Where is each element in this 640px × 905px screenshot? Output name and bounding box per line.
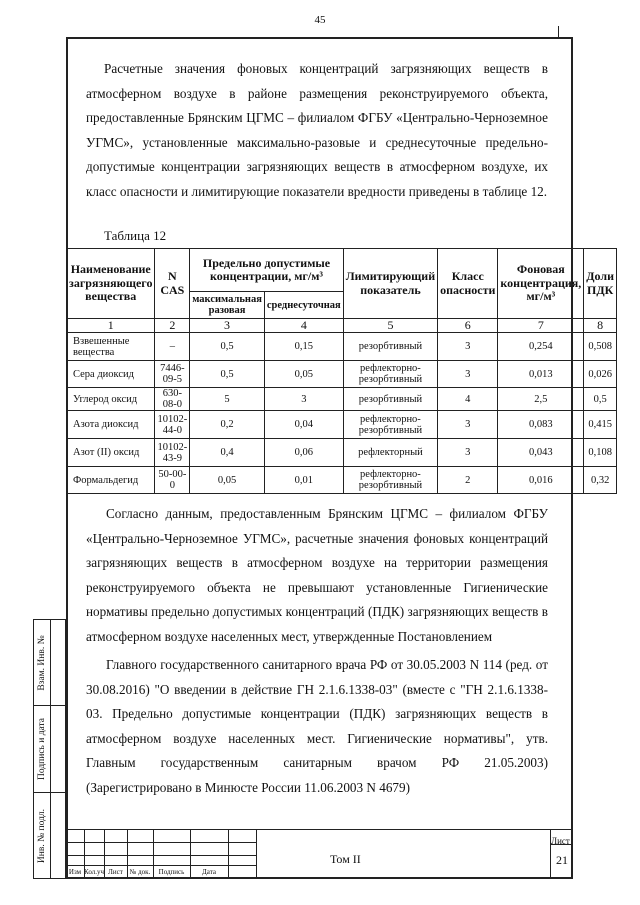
stamp-col-signature: Подпись <box>158 868 185 876</box>
side-stamp-column <box>33 619 66 879</box>
hazard-class: 3 <box>438 411 498 439</box>
limit-indicator: рефлекторно-резорбтивный <box>343 467 437 494</box>
pdk-share: 0,415 <box>584 411 617 439</box>
column-number: 7 <box>498 319 584 333</box>
cas-number: 50-00-0 <box>155 467 190 494</box>
stamp-col-izm: Изм <box>68 868 82 876</box>
substance-name: Азот (II) оксид <box>67 439 155 467</box>
pdk-max-value: 0,4 <box>190 439 265 467</box>
background-value: 0,013 <box>498 361 584 388</box>
hazard-class: 3 <box>438 361 498 388</box>
background-value: 0,254 <box>498 333 584 361</box>
pdk-share: 0,5 <box>584 388 617 411</box>
background-value: 0,083 <box>498 411 584 439</box>
header-cas: N CAS <box>155 249 190 319</box>
pdk-max-value: 0,5 <box>190 333 265 361</box>
pdk-share: 0,508 <box>584 333 617 361</box>
pdk-share: 0,108 <box>584 439 617 467</box>
frame-corner-mark <box>558 26 569 38</box>
substance-name: Сера диоксид <box>67 361 155 388</box>
stamp-col-kol: Кол.уч <box>84 868 104 876</box>
header-background: Фоновая концентрация, мг/м³ <box>498 249 584 319</box>
pdk-avg-value: 3 <box>264 388 343 411</box>
pdk-avg-value: 0,04 <box>264 411 343 439</box>
hazard-class: 3 <box>438 439 498 467</box>
side-label-signature-date: Подпись и дата <box>37 718 47 781</box>
side-label-original-inv: Инв. № подл. <box>37 808 47 864</box>
hazard-class: 4 <box>438 388 498 411</box>
substance-name: Взвешенные вещества <box>67 333 155 361</box>
pdk-avg-value: 0,06 <box>264 439 343 467</box>
sheet-number: 21 <box>556 853 568 867</box>
table-row <box>67 467 617 494</box>
pdk-share: 0,32 <box>584 467 617 494</box>
pdk-share: 0,026 <box>584 361 617 388</box>
background-value: 0,016 <box>498 467 584 494</box>
substance-name: Азота диоксид <box>67 411 155 439</box>
limit-indicator: рефлекторный <box>343 439 437 467</box>
header-class: Класс опасности <box>438 249 498 319</box>
paragraph-2: Согласно данным, предоставленным Брянским ЦГМС – филиалом ФГБУ «Центрально-Черноземное УГМС», расчетные значения фоновых концентраций загрязняющих веществ в атмосферном воздухе на территории размещения реконструируемого объекта не превышают установленные Гигиенические нормативы предельно допустимых концентраций (ПДК) загрязняющих веществ в атмосферном воздухе населенных мест, утвержденные Постановлением <box>86 506 548 644</box>
side-label-replace-inv: Взам. Инв. № <box>37 635 47 691</box>
substance-name: Углерод оксид <box>67 388 155 411</box>
pdk-max-value: 0,2 <box>190 411 265 439</box>
column-number: 8 <box>584 319 617 333</box>
stamp-col-doc: № док. <box>129 868 151 876</box>
limit-indicator: резорбтивный <box>343 333 437 361</box>
column-number-row <box>67 319 617 333</box>
hazard-class: 2 <box>438 467 498 494</box>
column-number: 3 <box>190 319 265 333</box>
pdk-max-value: 0,05 <box>190 467 265 494</box>
column-number: 6 <box>438 319 498 333</box>
limit-indicator: рефлекторно-резорбтивный <box>343 411 437 439</box>
background-value: 2,5 <box>498 388 584 411</box>
page-number: 45 <box>314 14 326 26</box>
column-number: 1 <box>67 319 155 333</box>
intro-paragraph: Расчетные значения фоновых концентраций загрязняющих веществ в атмосферном воздухе в районе размещения реконструируемого объекта, предоставленные Брянским ЦГМС – филиалом ФГБУ «Центрально-Черноземное УГМС», установленные максимально-разовые и среднесуточные предельно-допустимые концентрации загрязняющих веществ в атмосферном воздухе, их класс опасности и лимитирующие показатели вредности приведены в таблице 12. <box>86 61 548 199</box>
pdk-max-value: 0,5 <box>190 361 265 388</box>
volume-title: Том II <box>330 852 361 866</box>
table-caption: Таблица 12 <box>104 228 167 243</box>
header-pdk-avg: среднесуточная <box>264 292 343 319</box>
pdk-avg-value: 0,15 <box>264 333 343 361</box>
stamp-col-list: Лист <box>108 868 123 876</box>
table-row <box>67 411 617 439</box>
sheet-label: Лист <box>551 836 570 846</box>
header-share: Доли ПДК <box>584 249 617 319</box>
cas-number: 10102-43-9 <box>155 439 190 467</box>
column-number: 2 <box>155 319 190 333</box>
table-row <box>67 361 617 388</box>
hazard-class: 3 <box>438 333 498 361</box>
stamp-col-date: Дата <box>202 868 216 876</box>
header-pdk-max: максимальная разовая <box>190 292 265 319</box>
limit-indicator: резорбтивный <box>343 388 437 411</box>
column-number: 4 <box>264 319 343 333</box>
pdk-avg-value: 0,01 <box>264 467 343 494</box>
limit-indicator: рефлекторно-резорбтивный <box>343 361 437 388</box>
table-row <box>67 388 617 411</box>
column-number: 5 <box>343 319 437 333</box>
substance-name: Формальдегид <box>67 467 155 494</box>
table-row <box>67 333 617 361</box>
cas-number: – <box>155 333 190 361</box>
header-pdk: Предельно допустимые концентрации, мг/м³ <box>190 249 344 292</box>
title-block <box>66 829 573 879</box>
paragraph-3: Главного государственного санитарного врача РФ от 30.05.2003 N 114 (ред. от 30.08.2016) "О введении в действие ГН 2.1.6.1338-03" (вместе с "ГН 2.1.6.1338-03. Предельно допустимые концентрации (ПДК) загрязняющих веществ в атмосферном воздухе населенных мест. Гигиенические нормативы", утв. Главным государственным санитарным врачом РФ 21.05.2003) (Зарегистрировано в Минюсте России 11.06.2003 N 4679) <box>86 657 548 795</box>
cas-number: 10102-44-0 <box>155 411 190 439</box>
header-name: Наименование загрязняющего вещества <box>67 249 155 319</box>
concentrations-table <box>66 248 617 494</box>
pdk-max-value: 5 <box>190 388 265 411</box>
cas-number: 7446-09-5 <box>155 361 190 388</box>
cas-number: 630-08-0 <box>155 388 190 411</box>
pdk-avg-value: 0,05 <box>264 361 343 388</box>
header-limit: Лимитирующий показатель <box>343 249 437 319</box>
background-value: 0,043 <box>498 439 584 467</box>
table-row <box>67 439 617 467</box>
